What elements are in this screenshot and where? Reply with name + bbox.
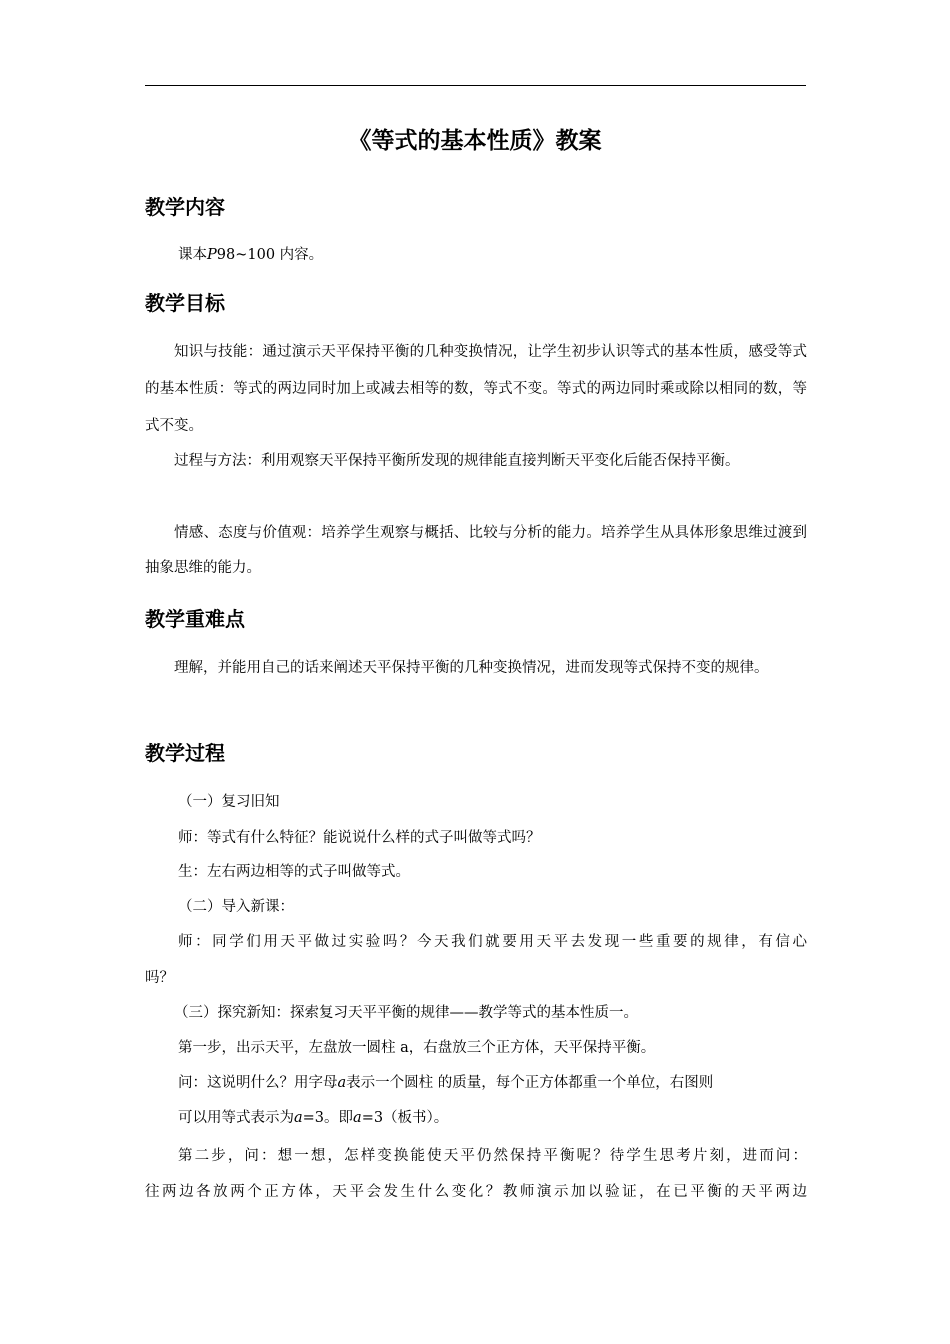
section-heading-goals: 教学目标 (145, 291, 225, 315)
step-2-line-1: 第二步，问：想一想，怎样变换能使天平仍然保持平衡呢？待学生思考片刻，进而问： (178, 1148, 807, 1164)
review-title: （一）复习旧知 (178, 794, 280, 810)
content-text-pre: 课本 (178, 247, 207, 263)
document-title: 《等式的基本性质》教案 (348, 128, 602, 154)
equation-var-1: a (294, 1110, 303, 1126)
equation-text-post: =3（板书）。 (361, 1110, 449, 1126)
content-text-var: P (207, 247, 217, 263)
ask-text-var: a (337, 1075, 347, 1091)
equation-line (145, 1107, 807, 1129)
key-points-paragraph: 理解，并能用自己的话来阐述天平保持平衡的几种变换情况，进而发现等式保持不变的规律。 (174, 660, 769, 676)
ask-text-post: 表示一个圆柱 的质量，每个正方体都重一个单位，右图则 (346, 1075, 714, 1091)
student-answer-1: 生：左右两边相等的式子叫做等式。 (178, 864, 410, 880)
goals-knowledge-paragraph: 知识与技能：通过演示天平保持平衡的几种变换情况，让学生初步认识等式的基本性质，感受等式的基本性质：等式的两边同时加上或减去相等的数，等式不变。等式的两边同时乘或除以相同的数，等式不变。 (145, 344, 807, 434)
equation-text-pre: 可以用等式表示为 (178, 1110, 294, 1126)
content-paragraph (145, 244, 807, 266)
explore-title: （三）探究新知：探索复习天平平衡的规律——教学等式的基本性质一。 (174, 1005, 638, 1021)
content-text-post: 98~100 内容。 (216, 247, 324, 263)
section-heading-process: 教学过程 (145, 741, 225, 765)
section-heading-key-points: 教学重难点 (145, 607, 245, 631)
section-heading-content: 教学内容 (145, 195, 225, 219)
step-2-line-2: 往两边各放两个正方体，天平会发生什么变化？教师演示加以验证，在已平衡的天平两边 (145, 1184, 807, 1200)
ask-line (145, 1072, 807, 1094)
goals-attitude-paragraph: 情感、态度与价值观：培养学生观察与概括、比较与分析的能力。培养学生从具体形象思维过渡到抽象思维的能力。 (145, 525, 807, 576)
equation-text-mid: =3。即 (302, 1110, 354, 1126)
teacher-question-2-line-1: 师：同学们用天平做过实验吗？今天我们就要用天平去发现一些重要的规律，有信心 (178, 934, 807, 950)
equation-var-2: a (353, 1110, 362, 1126)
intro-title: （二）导入新课： (178, 899, 294, 915)
ask-text-pre: 问：这说明什么？用字母 (178, 1075, 338, 1091)
teacher-question-1: 师：等式有什么特征？能说说什么样的式子叫做等式吗？ (178, 830, 541, 846)
header-rule (145, 85, 806, 86)
teacher-question-2-line-2: 吗？ (145, 970, 174, 986)
goals-process-paragraph: 过程与方法：利用观察天平保持平衡所发现的规律能直接判断天平变化后能否保持平衡。 (174, 453, 740, 469)
step-1: 第一步，出示天平，左盘放一圆柱 a，右盘放三个正方体，天平保持平衡。 (178, 1040, 656, 1056)
